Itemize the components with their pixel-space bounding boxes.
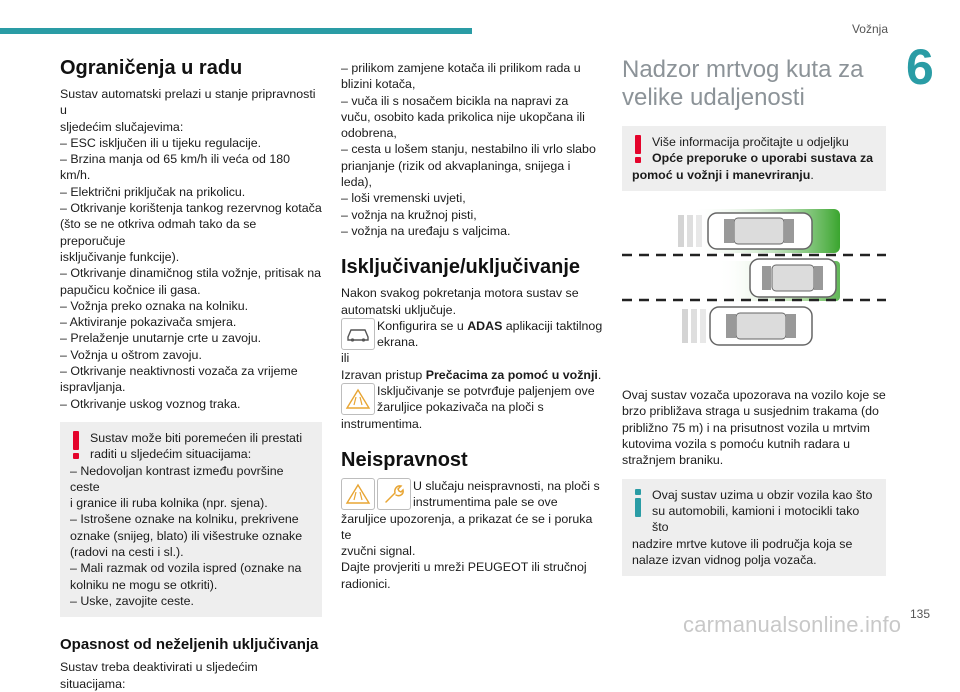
heading-long-range-blind-spot	[622, 56, 886, 112]
text-fragment: .	[597, 367, 602, 382]
column-2	[341, 60, 603, 592]
text-line: kutovima vozila s pomoću kutnih radara u	[622, 437, 850, 452]
page-number: 135	[909, 607, 930, 621]
heading-operating-limits: Ograničenja u radu	[60, 57, 243, 79]
column-3	[622, 56, 886, 576]
lane-warning-icon	[341, 478, 375, 510]
description	[622, 387, 886, 468]
heading-malfunction: Neispravnost	[341, 448, 468, 471]
chapter-tab	[890, 38, 960, 96]
text-line: su automobili, kamioni i motocikli tako što	[652, 503, 860, 535]
chapter-number: 6	[906, 39, 934, 95]
text-line: – loši vremenski uvjeti,	[341, 191, 466, 206]
text-line: – Otkrivanje dinamičnog stila vožnje, pritisak na	[60, 266, 322, 281]
heading-switch-on-off: Isključivanje/uključivanje	[341, 256, 581, 279]
text-line: – Prelaženje unutarnje crte u zavoju.	[60, 331, 262, 346]
own-vehicle	[750, 259, 836, 297]
reference-title: pomoć u vožnji i manevriranju	[632, 167, 811, 182]
text-line: nadzire mrtve kutove ili područja koja se	[632, 536, 853, 551]
text-line: Nakon svakog pokretanja motora sustav se	[341, 286, 579, 301]
text-line: Sustav može biti poremećen ili prestati	[90, 430, 303, 445]
text-line: – vožnja na uređaju s valjcima.	[341, 223, 511, 238]
confirm-row	[341, 383, 603, 416]
watermark: carmanualsonline.info	[683, 612, 902, 637]
text-line: raditi u sljedećim situacijama:	[90, 447, 252, 462]
text-line: – cesta u lošem stanju, nestabilno ili vrlo slabo	[341, 142, 596, 157]
text-line: Sustav automatski prelazi u stanje pripravnosti u	[60, 87, 316, 118]
vehicle-approaching	[682, 307, 812, 345]
text-line: stražnjem braniku.	[622, 453, 724, 468]
text-line: – Uske, zavojite ceste.	[70, 593, 194, 608]
text-line: – Mali razmak od vozila ispred (oznake na	[70, 561, 302, 576]
wrench-icon	[377, 478, 411, 510]
vehicle-approaching	[678, 213, 812, 249]
text-line: – Otkrivanje korištenja tankog rezervnog kotača	[60, 201, 322, 216]
title-line: Nadzor mrtvog kuta za	[622, 56, 864, 83]
text-line: žaruljice pokazivača na ploči s	[377, 400, 544, 415]
text-line: Isključivanje se potvrđuje paljenjem ove	[377, 384, 595, 399]
car-settings-icon	[341, 318, 375, 350]
config-row	[341, 318, 603, 351]
reference-box	[622, 126, 886, 191]
text-fragment: aplikaciji taktilnog	[502, 318, 603, 333]
text-line: Ovaj sustav uzima u obzir vozila kao što	[652, 487, 873, 502]
info-box	[622, 479, 886, 576]
text-line: papučicu kočnice ili gasa.	[60, 282, 201, 297]
text-line: brzo približava straga u susjednim trakama (do	[622, 404, 879, 419]
reference-title: Opće preporuke o uporabi sustava za	[652, 151, 874, 166]
text-line: – Vožnja preko oznaka na kolniku.	[60, 298, 249, 313]
text-line: kolniku ne mogu se otkriti).	[70, 577, 218, 592]
text-line: – Električni priključak na prikolicu.	[60, 184, 246, 199]
text-line: nalaze izvan vidnog polja vozača.	[632, 552, 817, 567]
heading-unwanted-activation: Opasnost od neželjenih uključivanja	[60, 636, 319, 654]
text-line: blizini kotača,	[341, 77, 416, 92]
text-line: ispravljanja.	[60, 380, 126, 395]
text-line: odobrena,	[341, 126, 397, 141]
text-line: – Vožnja u oštrom zavoju.	[60, 347, 202, 362]
text-line: – Istrošene oznake na kolniku, prekrivene	[70, 512, 299, 527]
text-line: instrumentima pale se ove	[413, 495, 558, 510]
text-line: – Nedovoljan kontrast između površine ceste	[70, 463, 284, 494]
shortcut-name: Prečacima za pomoć u vožnji	[425, 367, 598, 382]
text-line: – Otkrivanje uskog voznog traka.	[60, 396, 241, 411]
section-title: Vožnja	[851, 22, 888, 36]
text-line: (radovi na cesti i sl.).	[70, 545, 184, 560]
text-line: Ovaj sustav vozača upozorava na vozilo koje se	[622, 388, 886, 403]
text-line: Više informacija pročitajte u odjeljku	[652, 135, 849, 149]
text-line: prianjanje (rizik od akvaplaninga, snijega i leda),	[341, 158, 571, 190]
text-line: ekrana.	[377, 335, 419, 350]
column-1	[60, 56, 322, 692]
text-line: zvučni signal.	[341, 544, 416, 559]
blind-spot-diagram	[622, 209, 886, 369]
text-line: automatski uključuje.	[341, 302, 457, 317]
text-fragment: Izravan pristup	[341, 367, 426, 382]
text-line: – prilikom zamjene kotača ili prilikom rada u	[341, 61, 581, 75]
text-line: približno 75 m) i na prisutnost vozila u mrtvim	[622, 420, 870, 435]
warning-box	[60, 422, 322, 617]
text-line: ili	[341, 351, 350, 366]
limits-list	[60, 86, 322, 412]
text-line: Sustav treba deaktivirati u sljedećim situacijama:	[60, 660, 258, 691]
text-line: instrumentima.	[341, 416, 423, 431]
text-line: – vuča ili s nosačem bicikla na napravi za	[341, 93, 569, 108]
text-fragment: Konfigurira se u	[377, 318, 468, 333]
adas-app-name: ADAS	[467, 318, 503, 333]
text-line: isključivanje funkcije).	[60, 249, 180, 264]
warning-exclamation-icon	[634, 135, 642, 163]
warning-exclamation-icon	[72, 431, 80, 459]
text-line: žaruljice upozorenja, a prikazat će se i poruka te	[341, 511, 593, 542]
text-fragment: .	[810, 167, 814, 182]
text-line: Dajte provjeriti u mreži PEUGEOT ili stručnoj	[341, 560, 587, 575]
text-line: U slučaju neispravnosti, na ploči s	[413, 478, 600, 493]
header-accent-bar	[0, 28, 472, 34]
text-line: – ESC isključen ili u tijeku regulacije.	[60, 135, 262, 150]
text-line: i granice ili ruba kolnika (npr. sjena).	[70, 496, 268, 511]
lane-warning-icon	[341, 383, 375, 415]
text-line: oznake (snijeg, blato) ili višestruke oznake	[70, 528, 303, 543]
text-line: vuču, osobito kada prikolica nije ukopčana ili	[341, 109, 585, 124]
title-line: velike udaljenosti	[622, 84, 805, 111]
text-line: radionici.	[341, 576, 391, 591]
text-line: – Brzina manja od 65 km/h ili veća od 180 km/h.	[60, 152, 291, 183]
info-icon	[634, 489, 642, 517]
text-line: – Aktiviranje pokazivača smjera.	[60, 315, 237, 330]
text-line: – Otkrivanje neaktivnosti vozača za vrijeme	[60, 364, 298, 379]
fault-row	[341, 478, 603, 511]
text-line: sljedećim slučajevima:	[60, 119, 184, 134]
text-line: (što se ne otkriva odmah tako da se preporučuje	[60, 217, 257, 248]
text-line: – vožnja na kružnoj pisti,	[341, 207, 477, 222]
